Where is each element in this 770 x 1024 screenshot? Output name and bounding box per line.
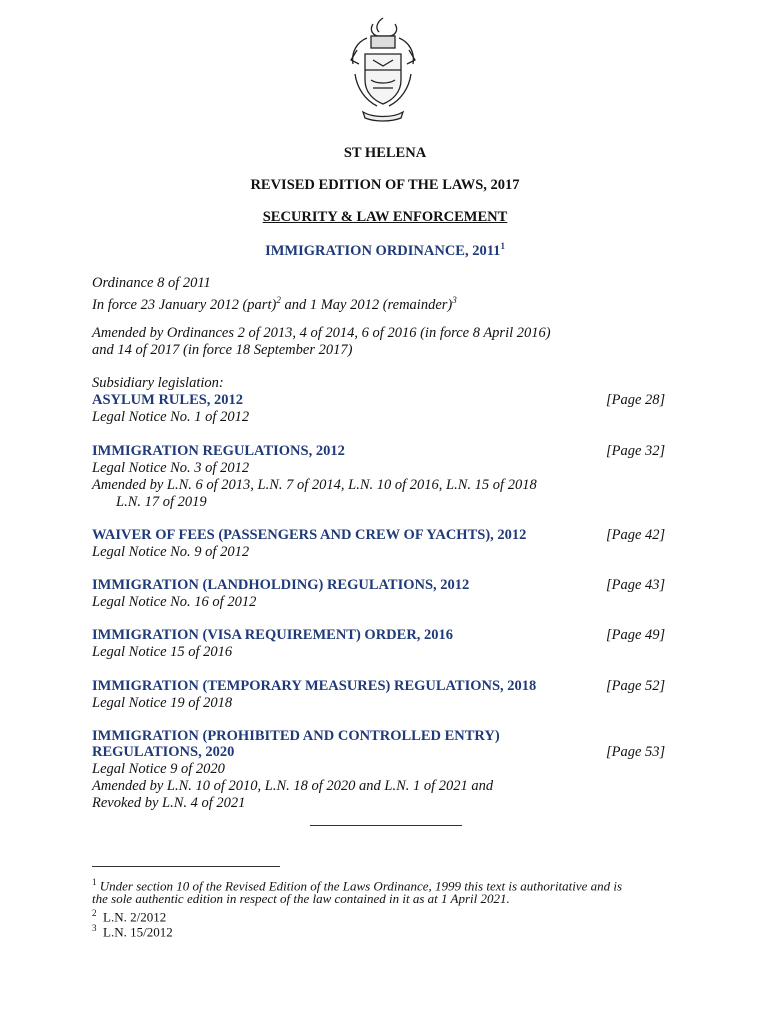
page-ref: [Page 28] xyxy=(606,392,666,408)
entry-note: Revoked by L.N. 4 of 2021 xyxy=(92,795,246,811)
edition-title: REVISED EDITION OF THE LAWS, 2017 xyxy=(250,177,520,193)
entry-title[interactable]: IMMIGRATION REGULATIONS, 2012 xyxy=(92,443,345,459)
entry-title[interactable]: IMMIGRATION (VISA REQUIREMENT) ORDER, 2016 xyxy=(92,627,454,643)
entry-title-cont[interactable]: REGULATIONS, 2020 xyxy=(92,744,235,760)
page-ref: [Page 42] xyxy=(606,527,666,543)
footnote-2: $^2$ L.N. 2/2012 xyxy=(92,908,167,925)
entry-note: Amended by L.N. 10 of 2010, L.N. 18 of 2020 and L.N. 1 of 2021 and xyxy=(92,778,494,794)
page-ref: [Page 43] xyxy=(606,577,666,593)
ordinance-title: IMMIGRATION ORDINANCE, 2011$^1$ xyxy=(265,241,505,259)
page-ref: [Page 49] xyxy=(606,627,666,643)
entry-title[interactable]: ASYLUM RULES, 2012 xyxy=(92,392,244,408)
coat-of-arms-emblem xyxy=(343,14,423,128)
footnote-ref[interactable]: 1 xyxy=(500,241,505,251)
entry-note: Legal Notice No. 1 of 2012 xyxy=(92,409,250,425)
ordinance-number: Ordinance 8 of 2011 xyxy=(92,275,211,291)
amended-line-2: and 14 of 2017 (in force 18 September 2017) xyxy=(92,342,353,358)
entry-note: Legal Notice No. 16 of 2012 xyxy=(92,594,257,610)
footnote-1: $^1$ Under section 10 of the Revised Edition of the Laws Ordinance, 1999 this text is authoritative and is xyxy=(92,877,623,894)
entry-title[interactable]: IMMIGRATION (LANDHOLDING) REGULATIONS, 2012 xyxy=(92,577,470,593)
page-ref: [Page 53] xyxy=(606,744,666,760)
section-title: SECURITY & LAW ENFORCEMENT xyxy=(262,209,508,225)
entry-note: Amended by L.N. 6 of 2013, L.N. 7 of 2014, L.N. 10 of 2016, L.N. 15 of 2018 xyxy=(92,477,537,493)
footnote-3: $^3$ L.N. 15/2012 xyxy=(92,923,173,940)
entry-title[interactable]: WAIVER OF FEES (PASSENGERS AND CREW OF YACHTS), 2012 xyxy=(92,527,527,543)
entry-title[interactable]: IMMIGRATION (TEMPORARY MEASURES) REGULATIONS, 2018 xyxy=(92,678,537,694)
page-ref: [Page 52] xyxy=(606,678,666,694)
section-divider xyxy=(310,825,462,826)
entry-note: Legal Notice No. 3 of 2012 xyxy=(92,460,250,476)
territory-title: ST HELENA xyxy=(343,145,427,161)
entry-note: Legal Notice 15 of 2016 xyxy=(92,644,233,660)
entry-note: Legal Notice 9 of 2020 xyxy=(92,761,225,777)
footnote-1-cont: the sole authentic edition in respect of the law contained in it as at 1 April 2021. xyxy=(92,891,510,906)
entry-note: Legal Notice No. 9 of 2012 xyxy=(92,544,250,560)
subsidiary-label: Subsidiary legislation: xyxy=(92,375,224,391)
page-ref: [Page 32] xyxy=(606,443,666,459)
footnote-divider xyxy=(92,866,280,867)
entry-note: L.N. 17 of 2019 xyxy=(116,494,207,510)
in-force-line: In force 23 January 2012 (part)$^2$ and 1 May 2012 (remainder)$^3$ xyxy=(92,295,457,313)
amended-line-1: Amended by Ordinances 2 of 2013, 4 of 2014, 6 of 2016 (in force 8 April 2016) xyxy=(92,325,551,341)
entry-note: Legal Notice 19 of 2018 xyxy=(92,695,233,711)
entry-title[interactable]: IMMIGRATION (PROHIBITED AND CONTROLLED ENTRY) xyxy=(92,728,500,744)
